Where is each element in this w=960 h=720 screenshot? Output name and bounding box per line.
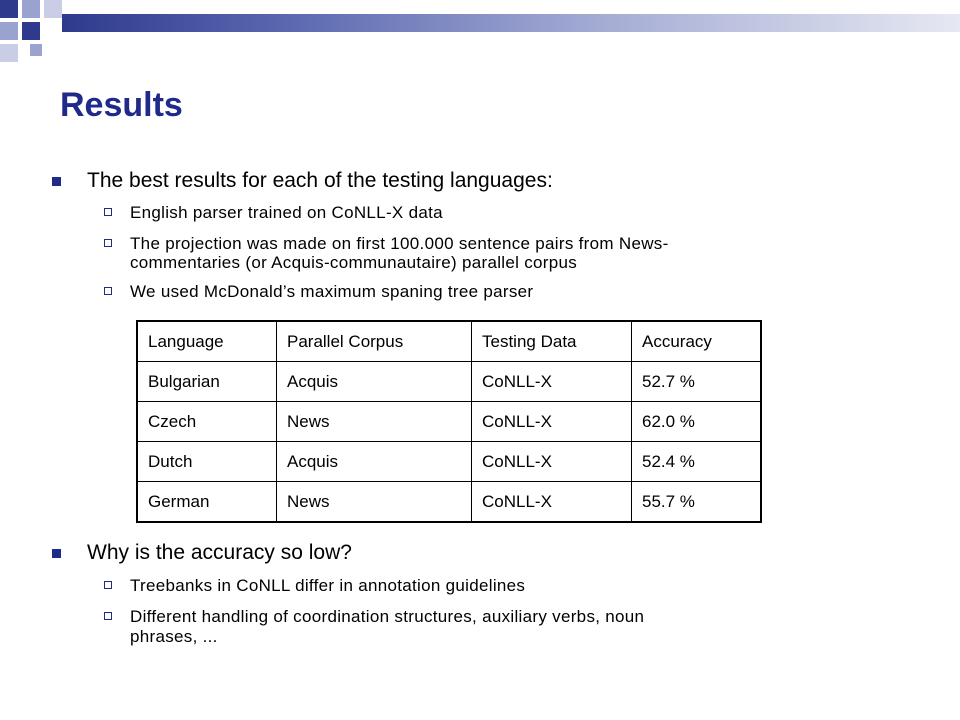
table-cell: 52.7 % bbox=[632, 362, 762, 402]
section2-heading-text: Why is the accuracy so low? bbox=[87, 541, 352, 564]
table-cell: Acquis bbox=[277, 442, 472, 482]
deco-square-icon bbox=[0, 44, 18, 62]
table-cell: 52.4 % bbox=[632, 442, 762, 482]
hollow-square-bullet-icon bbox=[104, 287, 112, 295]
table-cell: CoNLL-X bbox=[472, 442, 632, 482]
header-cell: Language bbox=[137, 321, 277, 362]
header-bar bbox=[62, 14, 960, 32]
section2-item-text: phrases, ... bbox=[130, 627, 218, 646]
table-cell: News bbox=[277, 402, 472, 442]
filled-square-bullet-icon bbox=[52, 177, 61, 186]
deco-square-icon bbox=[30, 44, 42, 56]
section1-heading-text: The best results for each of the testing languages: bbox=[87, 169, 553, 192]
slide-title: Results bbox=[60, 86, 183, 124]
hollow-square-bullet-icon bbox=[104, 612, 112, 620]
section1-item-text: We used McDonald’s maximum spaning tree parser bbox=[130, 282, 534, 301]
table-row bbox=[137, 442, 761, 482]
section2-item-text: Treebanks in CoNLL differ in annotation guidelines bbox=[130, 576, 526, 595]
section1-item-text: English parser trained on CoNLL-X data bbox=[130, 203, 443, 222]
section1-item-text: The projection was made on first 100.000 sentence pairs from News- bbox=[130, 234, 669, 253]
deco-square-icon bbox=[0, 22, 18, 40]
section2-item-text: Different handling of coordination structures, auxiliary verbs, noun bbox=[130, 607, 645, 626]
table-cell: CoNLL-X bbox=[472, 482, 632, 523]
table-cell: German bbox=[137, 482, 277, 523]
table-cell: Czech bbox=[137, 402, 277, 442]
table-cell: CoNLL-X bbox=[472, 402, 632, 442]
table-header-row bbox=[137, 321, 761, 362]
header-cell: Testing Data bbox=[472, 321, 632, 362]
deco-square-icon bbox=[0, 0, 18, 18]
hollow-square-bullet-icon bbox=[104, 208, 112, 216]
section1-heading bbox=[87, 168, 553, 194]
results-table bbox=[136, 320, 762, 523]
section1-item bbox=[130, 203, 443, 222]
section1-item bbox=[130, 234, 669, 253]
section1-item bbox=[130, 282, 533, 301]
table-row bbox=[137, 482, 761, 523]
hollow-square-bullet-icon bbox=[104, 239, 112, 247]
section1-item-continuation bbox=[130, 253, 577, 272]
section2-item bbox=[130, 576, 525, 595]
section2-heading bbox=[87, 540, 352, 566]
table-cell: 62.0 % bbox=[632, 402, 762, 442]
table-row bbox=[137, 402, 761, 442]
table-row bbox=[137, 362, 761, 402]
section2-item bbox=[130, 607, 644, 626]
section2-item-continuation bbox=[130, 627, 218, 646]
deco-square-icon bbox=[22, 0, 40, 18]
header-cell: Parallel Corpus bbox=[277, 321, 472, 362]
table-cell: Bulgarian bbox=[137, 362, 277, 402]
table-cell: News bbox=[277, 482, 472, 523]
hollow-square-bullet-icon bbox=[104, 581, 112, 589]
table-cell: Dutch bbox=[137, 442, 277, 482]
section1-item-text: commentaries (or Acquis-communautaire) parallel corpus bbox=[130, 253, 578, 272]
deco-square-icon bbox=[44, 0, 62, 18]
filled-square-bullet-icon bbox=[52, 549, 61, 558]
table-cell: Acquis bbox=[277, 362, 472, 402]
deco-square-icon bbox=[22, 22, 40, 40]
table-cell: 55.7 % bbox=[632, 482, 762, 523]
table-cell: CoNLL-X bbox=[472, 362, 632, 402]
header-cell: Accuracy bbox=[632, 321, 762, 362]
